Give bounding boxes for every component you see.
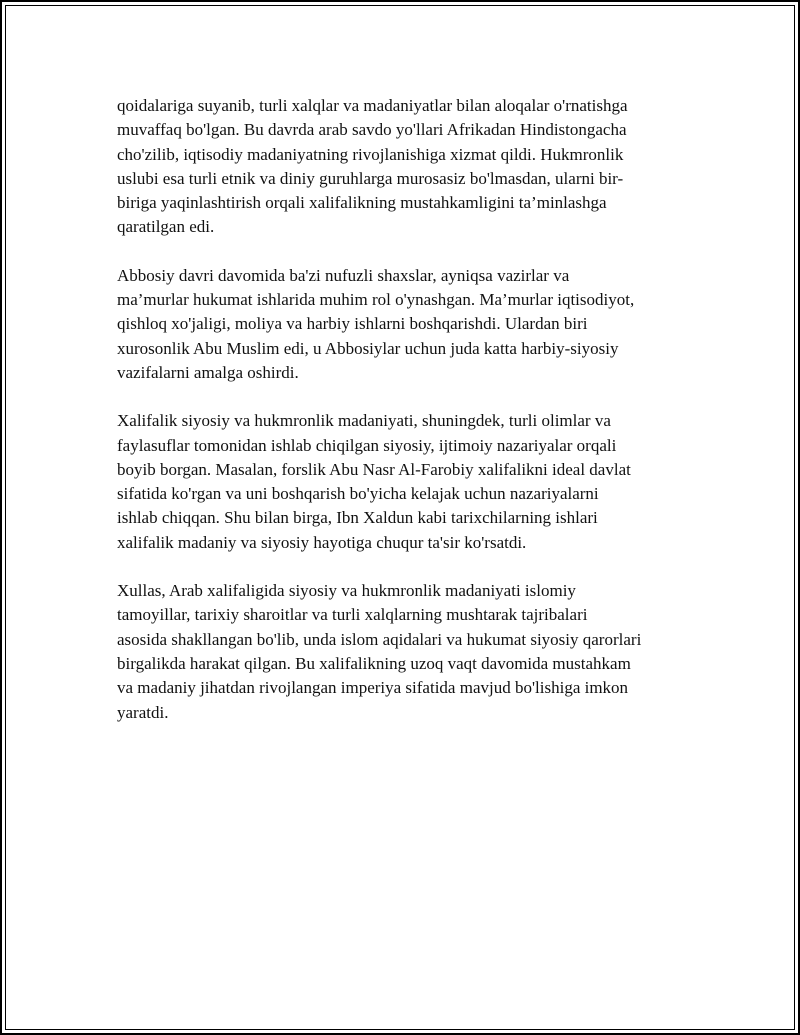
text-line: birgalikda harakat qilgan. Bu xalifalikning uzoq vaqt davomida mustahkam: [117, 653, 631, 673]
paragraph: [117, 409, 677, 555]
text-line: Abbosiy davri davomida ba'zi nufuzli shaxslar, ayniqsa vazirlar va: [117, 265, 570, 285]
text-line: sifatida ko'rgan va uni boshqarish bo'yicha kelajak uchun nazariyalarni: [117, 484, 599, 504]
text-line: vazifalarni amalga oshirdi.: [117, 362, 299, 382]
text-line: qaratilgan edi.: [117, 217, 215, 237]
text-line: muvaffaq bo'lgan. Bu davrda arab savdo yo'llari Afrikadan Hindistongacha: [117, 120, 627, 140]
text-line: asosida shakllangan bo'lib, unda islom aqidalari va hukumat siyosiy qarorlari: [117, 629, 642, 649]
text-line: biriga yaqinlashtirish orqali xalifalikning mustahkamligini ta’minlashga: [117, 193, 607, 213]
text-line: uslubi esa turli etnik va diniy guruhlarga murosasiz bo'lmasdan, ularni bir-: [117, 168, 624, 188]
text-line: Xullas, Arab xalifaligida siyosiy va hukmronlik madaniyati islomiy: [117, 581, 576, 601]
text-line: va madaniy jihatdan rivojlangan imperiya sifatida mavjud bo'lishiga imkon: [117, 678, 629, 698]
text-line: xalifalik madaniy va siyosiy hayotiga chuqur ta'sir ko'rsatdi.: [117, 532, 527, 552]
paragraph: [117, 264, 677, 385]
text-line: faylasuflar tomonidan ishlab chiqilgan siyosiy, ijtimoiy nazariyalar orqali: [117, 435, 617, 455]
text-line: xurosonlik Abu Muslim edi, u Abbosiylar uchun juda katta harbiy-siyosiy: [117, 338, 619, 358]
paragraph: [117, 94, 677, 240]
text-line: qishloq xo'jaligi, moliya va harbiy ishlarni boshqarishdi. Ulardan biri: [117, 314, 588, 334]
text-line: boyib borgan. Masalan, forslik Abu Nasr Al-Farobiy xalifalikni ideal davlat: [117, 459, 631, 479]
text-line: cho'zilib, iqtisodiy madaniyatning rivojlanishiga xizmat qildi. Hukmronlik: [117, 144, 624, 164]
paragraph: [117, 579, 677, 725]
text-line: Xalifalik siyosiy va hukmronlik madaniyati, shuningdek, turli olimlar va: [117, 411, 611, 431]
document-body: [117, 94, 677, 749]
text-line: tamoyillar, tarixiy sharoitlar va turli xalqlarning mushtarak tajribalari: [117, 605, 588, 625]
text-line: qoidalariga suyanib, turli xalqlar va madaniyatlar bilan aloqalar o'rnatishga: [117, 96, 628, 115]
text-line: ishlab chiqqan. Shu bilan birga, Ibn Xaldun kabi tarixchilarning ishlari: [117, 508, 598, 528]
text-line: ma’murlar hukumat ishlarida muhim rol o'ynashgan. Ma’murlar iqtisodiyot,: [117, 290, 635, 310]
text-line: yaratdi.: [117, 702, 169, 722]
